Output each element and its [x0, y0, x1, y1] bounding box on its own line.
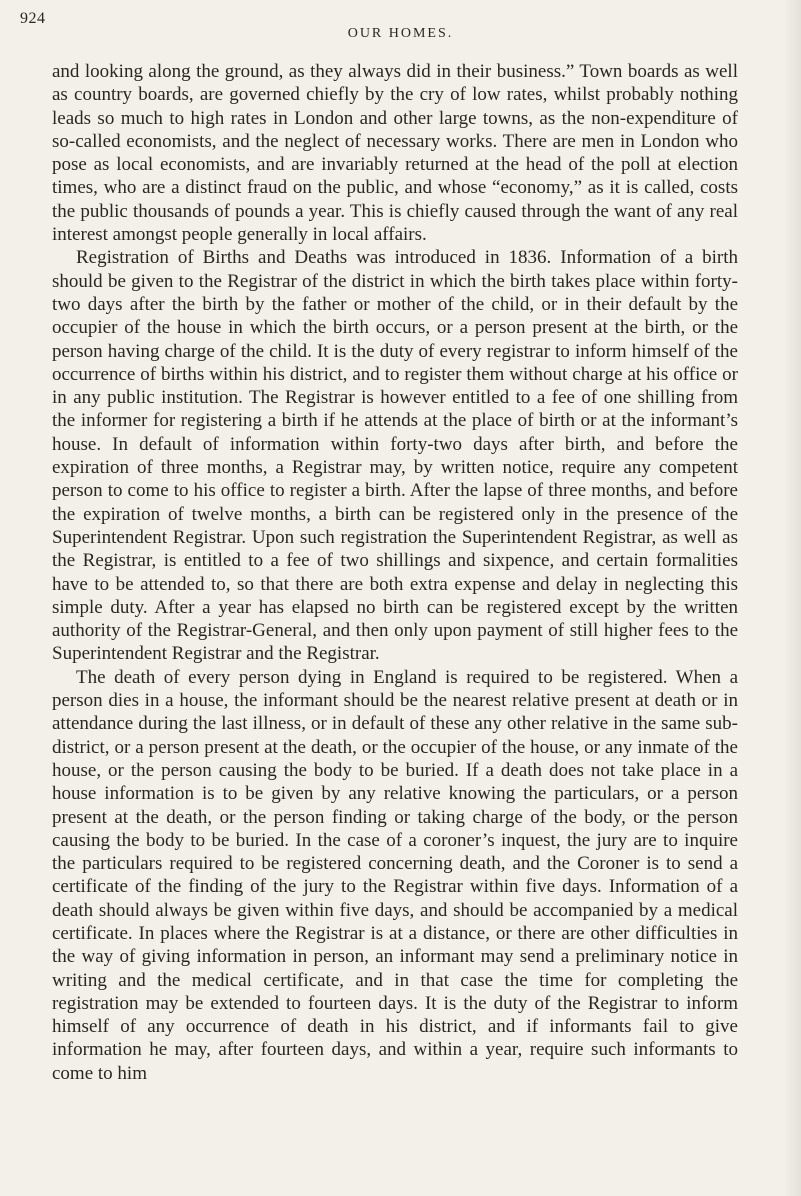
- body-text: [52, 60, 738, 1085]
- paragraph-continuation: and looking along the ground, as they always did in their business.” Town boards as well as country boards, are governed chiefly by the cry of low rates, whilst probably nothing leads so much to high rates in London and other large towns, as the non-expenditure of so-called economists, and the neglect of necessary works. There are men in London who pose as local economists, and are invariably returned at the head of the poll at election times, who are a distinct fraud on the public, and whose “economy,” as it is called, costs the public thousands of pounds a year. This is chiefly caused through the want of any real interest amongst people generally in local affairs.: [52, 61, 738, 246]
- paragraph-births-registration: Registration of Births and Deaths was introduced in 1836. Information of a birth should be given to the Registrar of the district in which the birth takes place within forty-two days after the birth by the father or mother of the child, or in their default by the occupier of the house in which the birth occurs, or a person present at the birth, or the person having charge of the child. It is the duty of every registrar to inform himself of the occurrence of births within his district, and to register them without charge at his office or in any public institution. The Registrar is however entitled to a fee of one shilling from the informer for registering a birth if he attends at the place of birth or at the informant’s house. In default of information within forty-two days after birth, and before the expiration of three months, a Registrar may, by written notice, require any competent person to come to his office to register a birth. After the lapse of three months, and before the expiration of twelve months, a birth can be registered only in the presence of the Superintendent Registrar. Upon such registration the Superintendent Registrar, as well as the Registrar, is entitled to a fee of two shillings and sixpence, and certain formalities have to be attended to, so that there are both extra expense and delay in neglecting this simple duty. After a year has elapsed no birth can be registered except by the written authority of the Registrar-General, and then only upon payment of still higher fees to the Superintendent Registrar and the Registrar.: [52, 247, 738, 665]
- running-title: OUR HOMES.: [347, 26, 454, 41]
- paragraph-deaths-registration: The death of every person dying in England is required to be registered. When a person dies in a house, the informant should be the nearest relative present at death or in attendance during the last illness, or in default of these any other relative in the same sub-district, or a person present at the death, or the occupier of the house, or any inmate of the house, or the person causing the body to be buried. If a death does not take place in a house information is to be given by any relative knowing the particulars, or a person present at the death, or the person finding or taking charge of the body, or the person causing the body to be buried. In the case of a coroner’s inquest, the jury are to inquire the particulars required to be registered concerning death, and the Coroner is to send a certificate of the finding of the jury to the Registrar within five days. Information of a death should always be given within five days, and should be accompanied by a medical certificate. In places where the Registrar is at a distance, or there are other difficulties in the way of giving information in person, an informant may send a preliminary notice in writing and the medical certificate, and in that case the time for completing the registration may be extended to fourteen days. It is the duty of the Registrar to inform himself of any occurrence of death in his district, and if informants fail to give information he may, after fourteen days, and within a year, require such informants to come to him: [52, 666, 738, 1084]
- page-number: 924: [20, 10, 46, 27]
- page-edge-shadow: [783, 0, 801, 1196]
